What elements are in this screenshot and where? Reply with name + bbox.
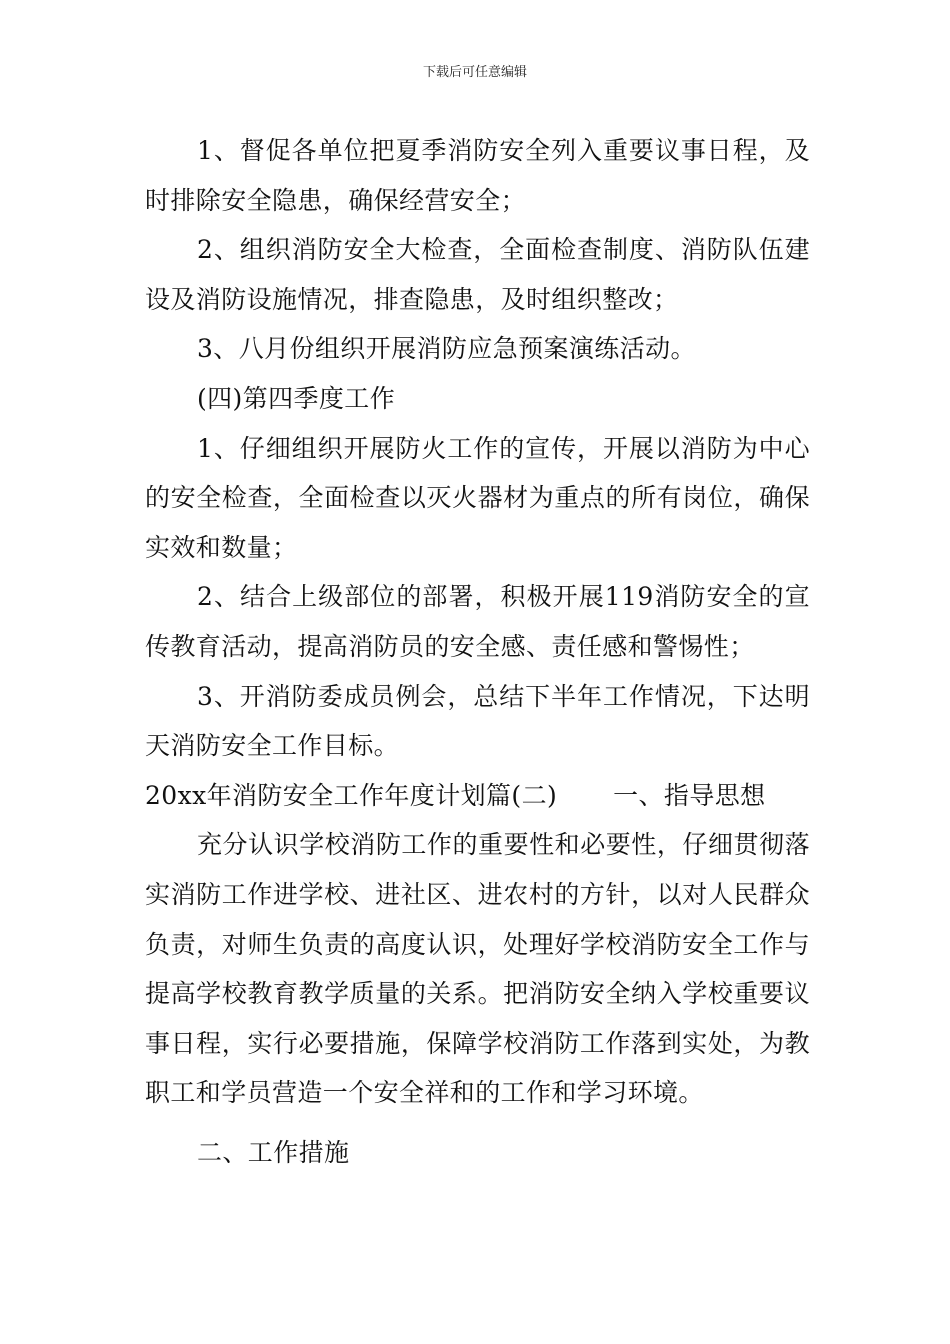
article-title-line	[145, 771, 810, 821]
paragraph-summer-item-3: 3、八月份组织开展消防应急预案演练活动。	[197, 334, 696, 364]
section-heading-work-measures: 二、工作措施	[197, 1137, 350, 1167]
paragraph-q4-item-1: 1、仔细组织开展防火工作的宣传，开展以消防为中心的安全检查，全面检查以灭火器材为重点的所有岗位，确保实效和数量；	[145, 433, 810, 562]
page-header-note: 下载后可任意编辑	[422, 65, 527, 80]
paragraph-summer-item-2: 2、组织消防安全大检查，全面检查制度、消防队伍建设及消防设施情况，排查隐患，及时组织整改；	[145, 235, 810, 314]
article-title: 20xx年消防安全工作年度计划篇(二)	[145, 780, 558, 810]
document-body	[145, 126, 810, 1177]
section-heading-guiding-thought: 一、指导思想	[613, 780, 766, 810]
paragraph-guiding-thought: 充分认识学校消防工作的重要性和必要性，仔细贯彻落实消防工作进学校、进社区、进农村的方针，以对人民群众负责，对师生负责的高度认识，处理好学校消防安全工作与提高学校教育教学质量的关系。把消防安全纳入学校重要议事日程，实行必要措施，保障学校消防工作落到实处，为教职工和学员营造一个安全祥和的工作和学习环境。	[145, 830, 810, 1108]
paragraph-q4-item-2: 2、结合上级部位的部署，积极开展119消防安全的宣传教育活动，提高消防员的安全感、责任感和警惕性；	[145, 582, 810, 661]
paragraph-q4-item-3: 3、开消防委成员例会，总结下半年工作情况，下达明天消防安全工作目标。	[145, 681, 810, 761]
paragraph-summer-item-1: 1、督促各单位把夏季消防安全列入重要议事日程，及时排除安全隐患，确保经营安全；	[145, 136, 810, 215]
paragraph-spacer	[145, 1118, 810, 1128]
section-heading-q4: (四)第四季度工作	[197, 383, 396, 413]
